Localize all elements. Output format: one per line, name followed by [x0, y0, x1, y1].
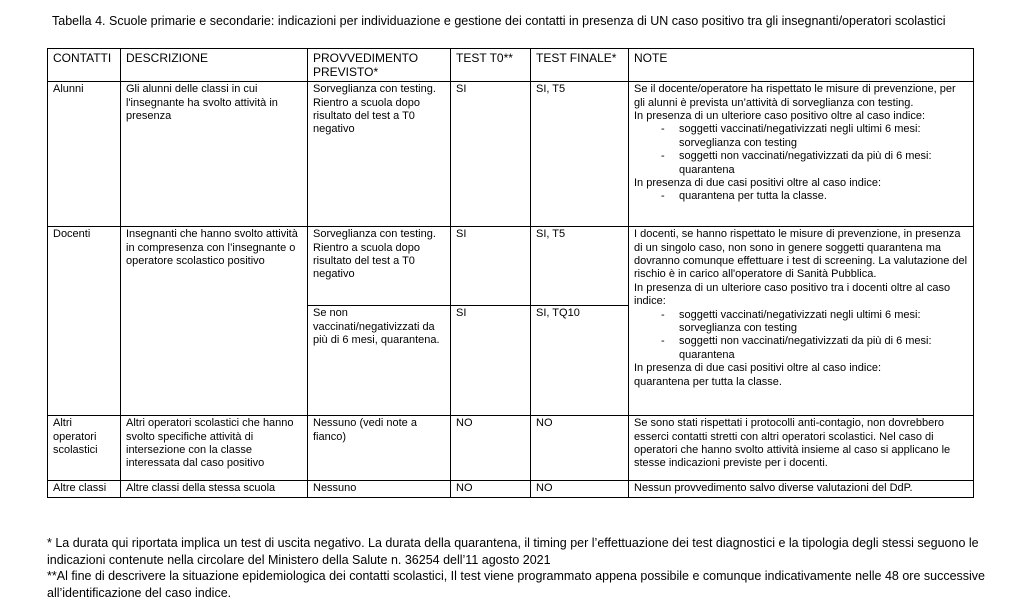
note-paragraph: In presenza di due casi positivi oltre al caso indice: — [634, 177, 882, 190]
note-paragraph: In presenza di un ulteriore caso positivo tra i docenti oltre al caso indice: — [634, 281, 951, 308]
cell-note — [629, 82, 974, 227]
header-test-finale: TEST FINALE* — [531, 49, 629, 82]
cell-test-t0: NO — [451, 416, 531, 481]
cell-descrizione: Insegnanti che hanno svolto attività in compresenza con l’insegnante o operatore scolastico positivo — [121, 227, 308, 416]
cell-contatti: Altre classi — [48, 481, 121, 497]
contacts-table — [47, 48, 974, 498]
table-header-row — [48, 49, 974, 82]
footnotes — [47, 535, 987, 601]
note-list-item: - soggetti vaccinati/negativizzati negli ultimi 6 mesi: sorveglianza con testing — [634, 123, 968, 150]
header-provvedimento: PROVVEDIMENTO PREVISTO* — [308, 49, 451, 82]
note-paragraph: In presenza di un ulteriore caso positivo oltre al caso indice: — [634, 110, 926, 122]
note-list-item: - soggetti non vaccinati/negativizzati da più di 6 mesi: quarantena — [634, 150, 968, 177]
table-row-altre-classi — [48, 481, 974, 497]
cell-test-finale: SI, T5 — [531, 227, 629, 306]
note-list — [634, 190, 968, 203]
note-list-item: - soggetti vaccinati/negativizzati negli ultimi 6 mesi: sorveglianza con testing — [634, 309, 968, 336]
cell-contatti: Altri operatori scolastici — [48, 416, 121, 481]
header-test-t0: TEST T0** — [451, 49, 531, 82]
table-row-altri-operatori — [48, 416, 974, 481]
cell-provvedimento: Se non vaccinati/negativizzati da più di 6 mesi, quarantena. — [308, 306, 451, 416]
cell-descrizione: Altri operatori scolastici che hanno svolto specifiche attività di intersezione con la classe interessata dal caso positivo — [121, 416, 308, 481]
table-row-docenti — [48, 227, 974, 306]
cell-test-t0: NO — [451, 481, 531, 497]
note-paragraph: Se il docente/operatore ha rispettato le misure di prevenzione, per gli alunni è prevista un’attività di sorveglianza con testing. — [634, 83, 956, 109]
cell-provvedimento: Sorveglianza con testing. Rientro a scuola dopo risultato del test a T0 negativo — [308, 227, 451, 306]
note-list — [634, 309, 968, 363]
footnote-test-t0: **Al fine di descrivere la situazione epidemiologica dei contatti scolastici, Il test viene programmato appena possibile e comunque indicativamente nelle 48 ore successive all’identificazione del caso indice. — [47, 569, 986, 600]
header-contatti: CONTATTI — [48, 49, 121, 82]
cell-test-t0: SI — [451, 82, 531, 227]
cell-test-finale: NO — [531, 416, 629, 481]
cell-test-t0: SI — [451, 227, 531, 306]
cell-contatti: Docenti — [48, 227, 121, 416]
header-descrizione: DESCRIZIONE — [121, 49, 308, 82]
cell-note — [629, 227, 974, 416]
cell-note: Se sono stati rispettati i protocolli anti-contagio, non dovrebbero esserci contatti stretti con altri operatori scolastici. Nel caso di operatori che hanno svolto attività insieme al caso si applicano le stesse indicazioni previste per i docenti. — [629, 416, 974, 481]
note-paragraph: I docenti, se hanno rispettato le misure di prevenzione, in presenza di un singolo caso, non sono in genere soggetti quarantena ma dovranno comunque effettuare i test di screening. La valutazione del rischio è in carico all'operatore di Sanità Pubblica. — [634, 228, 968, 281]
cell-descrizione: Altre classi della stessa scuola — [121, 481, 308, 497]
cell-test-finale: SI, T5 — [531, 82, 629, 227]
cell-descrizione: Gli alunni delle classi in cui l'insegnante ha svolto attività in presenza — [121, 82, 308, 227]
cell-provvedimento: Sorveglianza con testing. Rientro a scuola dopo risultato del test a T0 negativo — [308, 82, 451, 227]
cell-test-finale: NO — [531, 481, 629, 497]
cell-contatti: Alunni — [48, 82, 121, 227]
cell-provvedimento: Nessuno (vedi note a fianco) — [308, 416, 451, 481]
cell-note: Nessun provvedimento salvo diverse valutazioni del DdP. — [629, 481, 974, 497]
note-list — [634, 123, 968, 177]
footnote-duration: * La durata qui riportata implica un test di uscita negativo. La durata della quarantena, il timing per l’effettuazione dei test diagnostici e la tipologia degli stessi seguono le indicazioni contenute nella circolare del Ministero della Salute n. 36254 dell’11 agosto 2021 — [47, 536, 979, 567]
note-paragraph: quarantena per tutta la classe. — [634, 375, 782, 388]
cell-test-t0: SI — [451, 306, 531, 416]
cell-test-finale: SI, TQ10 — [531, 306, 629, 416]
note-list-item: - quarantena per tutta la classe. — [634, 190, 968, 203]
header-note: NOTE — [629, 49, 974, 82]
note-list-item: - soggetti non vaccinati/negativizzati da più di 6 mesi: quarantena — [634, 335, 968, 362]
table-row-alunni — [48, 82, 974, 227]
table-caption: Tabella 4. Scuole primarie e secondarie: indicazioni per individuazione e gestione dei contatti in presenza di UN caso positivo tra gli insegnanti/operatori scolastici — [52, 14, 946, 28]
note-paragraph: In presenza di due casi positivi oltre al caso indice: — [634, 362, 882, 375]
cell-provvedimento: Nessuno — [308, 481, 451, 497]
